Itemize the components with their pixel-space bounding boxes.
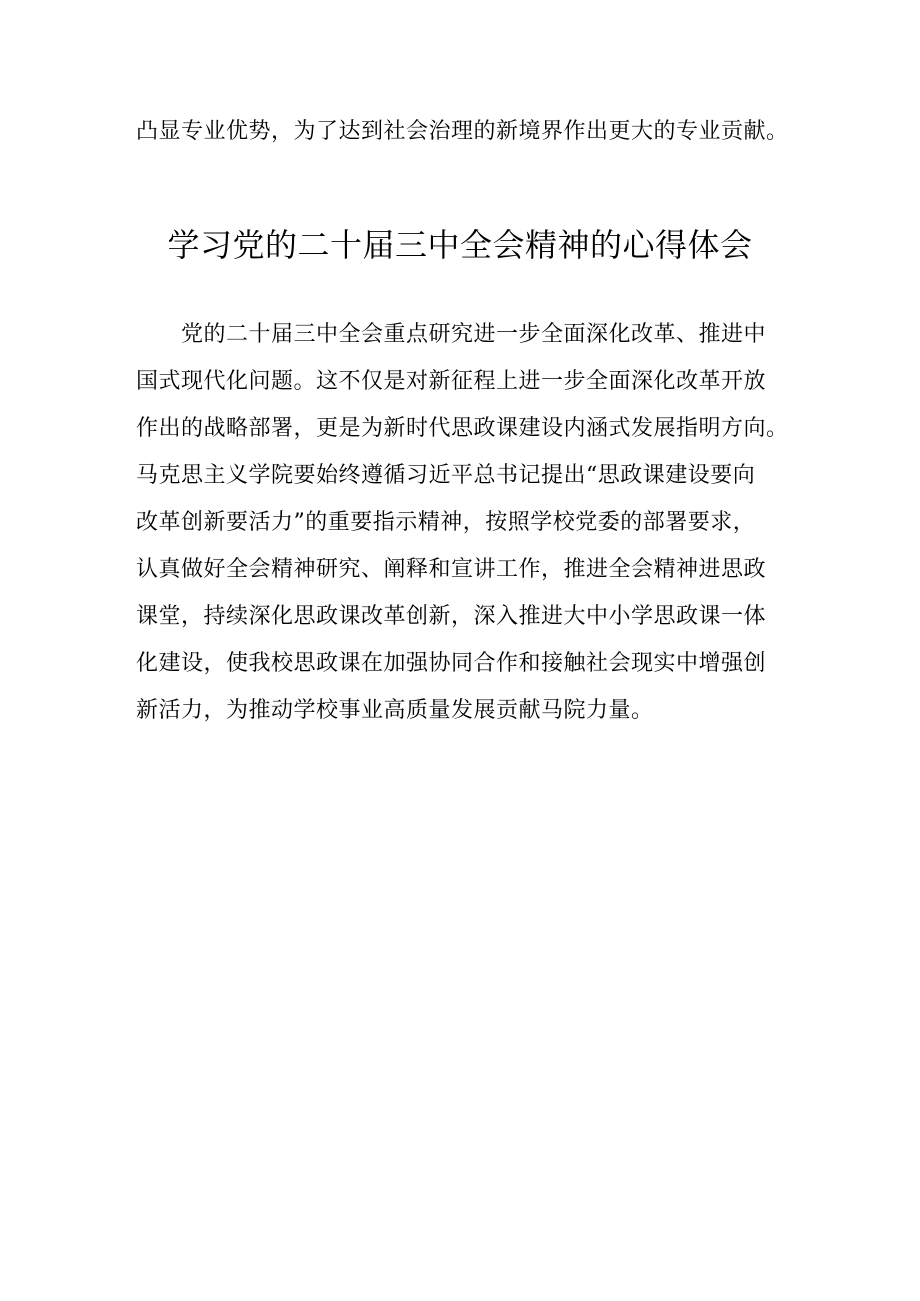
paragraph-line: 化建设，使我校思政课在加强协同合作和接触社会现实中增强创 [136, 651, 767, 676]
document-title: 学习党的二十届三中全会精神的心得体会 [167, 226, 753, 264]
paragraph-line: 新活力，为推动学校事业高质量发展贡献马院力量。 [136, 698, 654, 723]
carryover-line: 凸显专业优势，为了达到社会治理的新境界作出更大的专业贡献。 [136, 119, 789, 144]
paragraph-line: 课堂，持续深化思政课改革创新，深入推进大中小学思政课一体 [136, 604, 767, 629]
paragraph-line: 党的二十届三中全会重点研究进一步全面深化改革、推进中 [181, 322, 767, 347]
paragraph-line: 改革创新要活力”的重要指示精神，按照学校党委的部署要求， [136, 510, 756, 535]
paragraph-line: 认真做好全会精神研究、阐释和宣讲工作，推进全会精神进思政 [136, 557, 767, 582]
paragraph-line: 作出的战略部署，更是为新时代思政课建设内涵式发展指明方向。 [136, 416, 789, 441]
paragraph-line: 马克思主义学院要始终遵循习近平总书记提出“思政课建设要向 [136, 463, 756, 488]
paragraph-line: 国式现代化问题。这不仅是对新征程上进一步全面深化改革开放 [136, 369, 767, 394]
